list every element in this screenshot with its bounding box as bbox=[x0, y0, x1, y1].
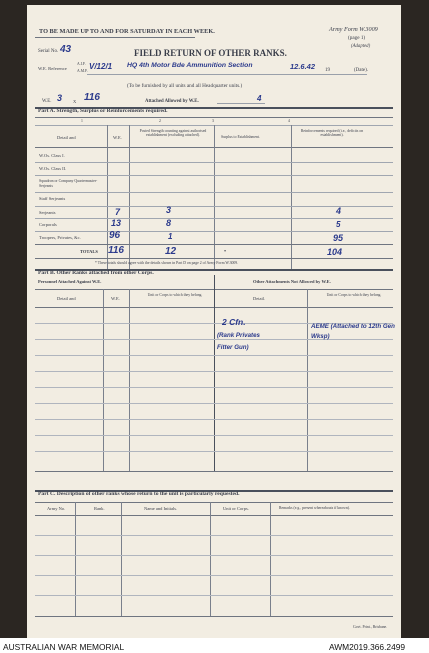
part-c-hdr-remarks: Remarks (e.g., present whereabouts if known). bbox=[279, 506, 350, 510]
hdr-reinforcements: Reinforcements required (i.e., deficits on establishment). bbox=[300, 129, 364, 138]
part-b-bottom-rule bbox=[35, 471, 393, 472]
instruction-text: TO BE MADE UP TO AND FOR SATURDAY IN EACH WEEK. bbox=[39, 28, 215, 35]
part-b-hdr-detail-2: Detail. bbox=[253, 296, 266, 301]
part-c-hdr-rank: Rank. bbox=[94, 506, 105, 511]
part-b-hdr-unit-2: Unit or Corps to which they belong. bbox=[326, 293, 382, 297]
attached-value: 4 bbox=[257, 94, 262, 103]
part-a-vline-4 bbox=[291, 125, 292, 269]
serial-label: Serial No. bbox=[38, 49, 59, 54]
instruction-underline bbox=[35, 37, 195, 38]
hdr-posted: Posted Strength counting against authorised establishment (excluding attached). bbox=[139, 129, 207, 138]
part-b-row-rule bbox=[35, 419, 393, 420]
form-sheet bbox=[27, 5, 401, 638]
row-rule bbox=[35, 162, 393, 163]
serjeants-we: 7 bbox=[115, 207, 121, 217]
corporals-we: 13 bbox=[111, 218, 122, 228]
col-number-1: 1 bbox=[81, 119, 83, 123]
part-b-vline-3 bbox=[307, 289, 308, 472]
part-a-vline-3 bbox=[214, 125, 215, 269]
we-value-1: 3 bbox=[57, 93, 63, 103]
part-c-vline-4 bbox=[270, 502, 271, 617]
part-c-row-rule bbox=[35, 555, 393, 556]
col-number-4: 4 bbox=[288, 119, 290, 123]
part-b-left-sub: Personnel Attached Against W.E. bbox=[38, 279, 102, 284]
row-label-cqms: Squadron or Company Quartermaster-Serjeants bbox=[39, 179, 98, 188]
part-b-vline-2 bbox=[129, 289, 130, 472]
part-c-header-rule bbox=[35, 502, 393, 503]
part-b-entry-detail-2: (Rank Privates bbox=[217, 332, 260, 339]
part-b-right-sub: Other Attachments Not Allowed by W.E. bbox=[253, 279, 331, 284]
part-b-entry-unit: AEME (Attached to 12th Gen Wksp) bbox=[311, 323, 395, 340]
row-label-privates: Troopers, Privates, &c. bbox=[39, 235, 81, 240]
part-b-row-rule bbox=[35, 387, 393, 388]
unit-value: HQ 4th Motor Bde Ammunition Section bbox=[127, 62, 253, 69]
reference-value: V/12/1 bbox=[89, 62, 113, 71]
part-a-heading: Part A. Strength, Surplus or Reinforcements required. bbox=[38, 108, 168, 114]
printer-imprint: Govt. Print., Brisbane. bbox=[353, 625, 388, 629]
serjeants-posted: 3 bbox=[166, 205, 172, 215]
row-rule bbox=[35, 218, 393, 219]
part-b-entry-detail-1: 2 Cfn. bbox=[222, 317, 246, 327]
we-value-2: 116 bbox=[84, 92, 100, 103]
form-title: FIELD RETURN OF OTHER RANKS. bbox=[134, 48, 287, 58]
caption-left: AUSTRALIAN WAR MEMORIAL bbox=[3, 642, 125, 652]
part-b-hdr-we: W.E. bbox=[111, 296, 120, 301]
we-reference-label: W.E. Reference bbox=[38, 66, 67, 71]
part-a-footnote: * These totals should agree with the details shown in Part D on page 2 of Army Form W.3009. bbox=[95, 261, 239, 265]
privates-reinf: 95 bbox=[333, 233, 344, 243]
row-label-serjeants: Serjeants bbox=[39, 210, 56, 215]
privates-posted: 1 bbox=[168, 232, 173, 241]
part-c-hdr-name: Name and Initials. bbox=[144, 506, 178, 511]
part-c-row-rule bbox=[35, 535, 393, 536]
aif-label: A.I.F. bbox=[77, 62, 86, 66]
year-prefix: 19 bbox=[325, 68, 330, 73]
we-label: W.E. bbox=[42, 99, 52, 104]
part-b-row-rule bbox=[35, 355, 393, 356]
row-rule bbox=[35, 231, 393, 232]
part-c-heading: Part C. Description of other ranks whose return to the unit is particularly requested. bbox=[38, 491, 240, 497]
part-c-colhdr-rule bbox=[35, 515, 393, 516]
totals-reinf: 104 bbox=[327, 247, 343, 257]
army-form-label: Army Form W.3009 bbox=[329, 26, 378, 33]
caption-right: AWM2019.366.2499 bbox=[329, 642, 406, 652]
totals-rule bbox=[35, 258, 393, 259]
part-b-hdr-unit: Unit or Corps to which they belong. bbox=[147, 293, 203, 297]
serjeants-reinf: 4 bbox=[336, 206, 342, 216]
part-c-vline-2 bbox=[121, 502, 122, 617]
part-c-bottom-rule bbox=[35, 616, 393, 617]
hdr-detail: Detail and bbox=[57, 135, 76, 140]
part-c-row-rule bbox=[35, 575, 393, 576]
part-c-row-rule bbox=[35, 595, 393, 596]
part-b-row-rule bbox=[35, 371, 393, 372]
row-label-wo1: W.Os. Class I. bbox=[39, 153, 65, 158]
totals-we: 116 bbox=[108, 245, 124, 256]
totals-posted: 12 bbox=[165, 246, 177, 257]
corporals-posted: 8 bbox=[166, 218, 172, 228]
part-a-header-rule bbox=[35, 117, 393, 118]
we-x: X bbox=[73, 99, 77, 104]
part-b-vline-1 bbox=[103, 289, 104, 472]
reference-line bbox=[87, 74, 367, 75]
part-c-vline-3 bbox=[210, 502, 211, 617]
page-number: (page 1) bbox=[348, 35, 366, 41]
part-c-hdr-army-no: Army No. bbox=[47, 506, 66, 511]
row-rule bbox=[35, 175, 393, 176]
part-b-vline-divider bbox=[214, 275, 215, 472]
date-label: (Date). bbox=[354, 68, 369, 73]
part-c-hdr-unit: Unit or Corps. bbox=[223, 506, 249, 511]
adapted-label: (Adapted) bbox=[351, 44, 371, 49]
part-b-row-rule bbox=[35, 403, 393, 404]
attached-label: Attached Allowed by W.E. bbox=[145, 99, 199, 104]
totals-surplus: • bbox=[224, 249, 227, 255]
part-b-heading: Part B. Other Ranks attached from other Corps. bbox=[38, 270, 154, 276]
amf-label: A.M.F. bbox=[77, 69, 88, 73]
part-b-row-rule bbox=[35, 451, 393, 452]
privates-we: 96 bbox=[109, 230, 121, 241]
totals-label: TOTALS bbox=[80, 249, 98, 254]
corporals-reinf: 5 bbox=[336, 220, 341, 229]
row-rule bbox=[35, 192, 393, 193]
col-number-2: 2 bbox=[159, 119, 161, 123]
hdr-we: W.E. bbox=[113, 135, 122, 140]
part-c-vline-1 bbox=[75, 502, 76, 617]
hdr-surplus: Surplus to Establishment. bbox=[221, 135, 260, 139]
part-b-entry-detail-3: Fitter Gun) bbox=[217, 344, 249, 351]
part-b-row-rule bbox=[35, 435, 393, 436]
row-label-staff-sjts: Staff Serjeants bbox=[39, 196, 66, 201]
part-b-hdr-detail: Detail and bbox=[57, 296, 76, 301]
row-rule bbox=[35, 244, 393, 245]
date-value: 12.6.42 bbox=[290, 62, 316, 71]
part-a-vline-2 bbox=[129, 125, 130, 269]
furnished-note: (To be furnished by all units and all Headquarter units.) bbox=[127, 83, 243, 89]
attached-line bbox=[217, 103, 265, 104]
row-label-corporals: Corporals bbox=[39, 222, 57, 227]
row-label-wo2: W.Os. Class II. bbox=[39, 166, 67, 171]
serial-value: 43 bbox=[60, 44, 72, 55]
col-number-3: 3 bbox=[212, 119, 214, 123]
